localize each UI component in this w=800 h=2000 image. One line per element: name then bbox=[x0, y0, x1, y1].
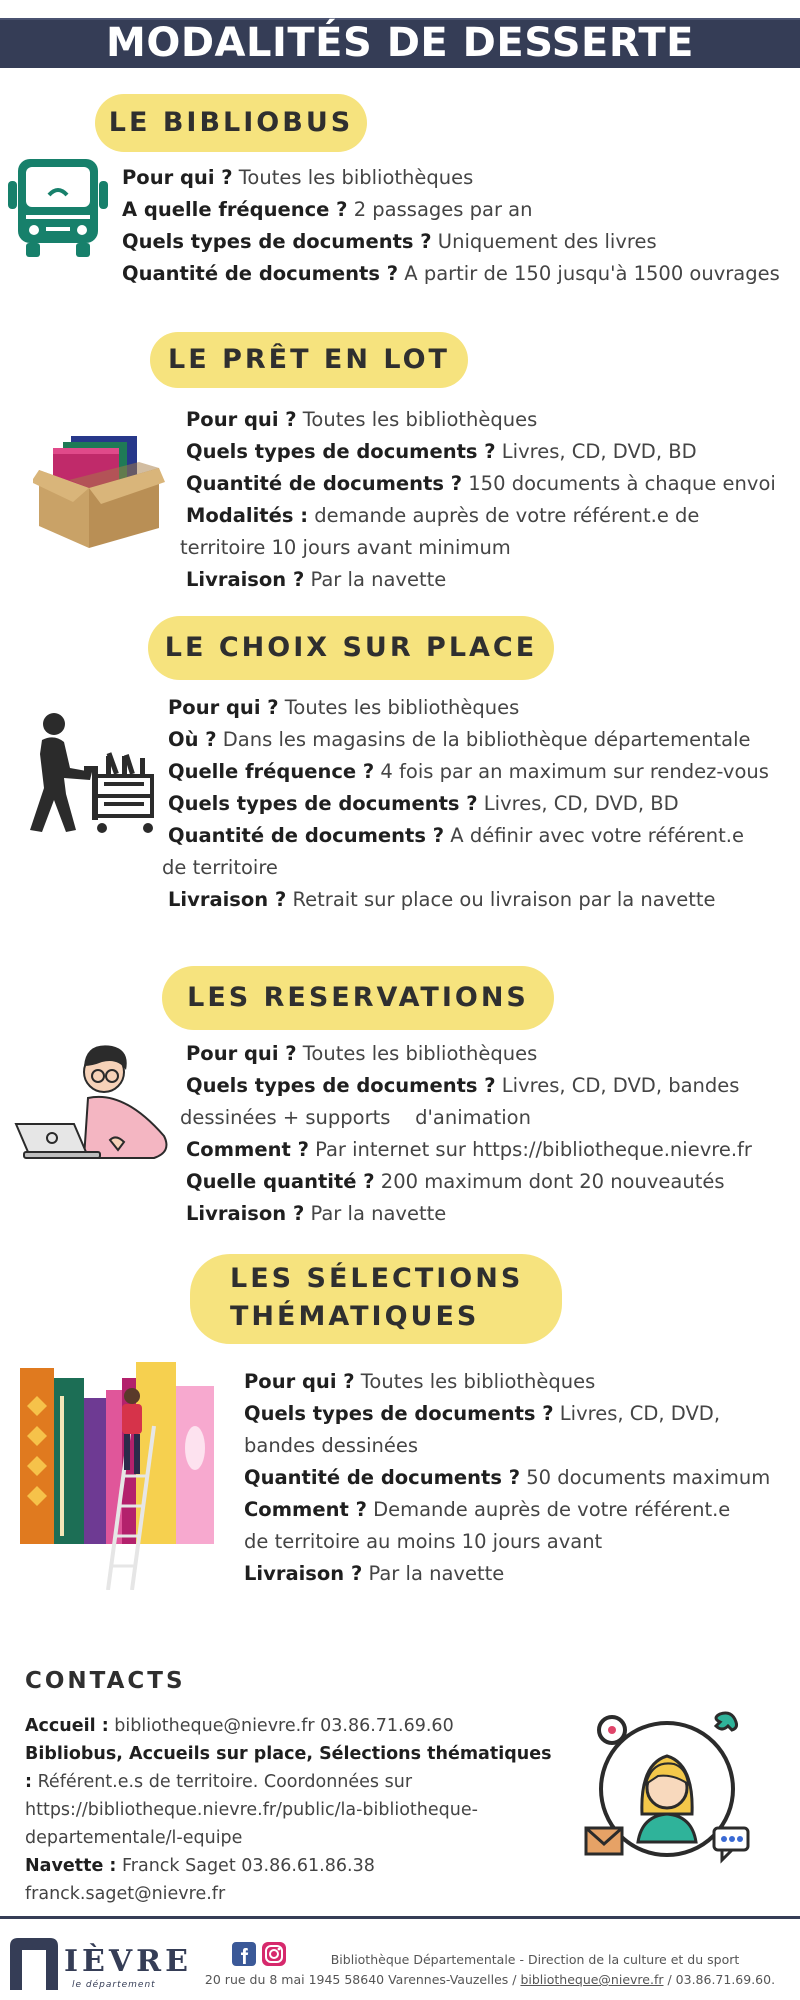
logo-subtext: le département bbox=[72, 1980, 156, 1990]
contact-line: https://bibliotheque.nievre.fr/public/la-bibliotheque- bbox=[25, 1800, 478, 1820]
detail-line: Quels types de documents ? Uniquement des livres bbox=[122, 230, 657, 253]
detail-line: Quelle fréquence ? 4 fois par an maximum sur rendez-vous bbox=[168, 760, 769, 783]
books-box-icon bbox=[33, 430, 165, 550]
footer-address-line2: 20 rue du 8 mai 1945 58640 Varennes-Vauzelles / bibliotheque@nievre.fr / 03.86.71.69.60. bbox=[204, 1972, 776, 1987]
contact-line: Accueil : bibliotheque@nievre.fr 03.86.71.69.60 bbox=[25, 1716, 454, 1736]
detail-line: bandes dessinées bbox=[244, 1434, 419, 1457]
detail-line: Pour qui ? Toutes les bibliothèques bbox=[186, 408, 538, 431]
choix-details bbox=[162, 696, 769, 920]
footer-address-line1: Bibliothèque Départementale - Direction de la culture et du sport bbox=[330, 1952, 740, 1967]
detail-line: Quantité de documents ? A définir avec votre référent.e bbox=[168, 824, 745, 847]
contact-line: : Référent.e.s de territoire. Coordonnées sur bbox=[25, 1772, 413, 1792]
detail-line: Quantité de documents ? 150 documents à chaque envoi bbox=[186, 472, 776, 495]
footer-divider bbox=[0, 1916, 800, 1919]
detail-line: territoire 10 jours avant minimum bbox=[180, 536, 511, 559]
detail-line: A quelle fréquence ? 2 passages par an bbox=[122, 198, 533, 221]
detail-line: Quelle quantité ? 200 maximum dont 20 nouveautés bbox=[186, 1170, 725, 1193]
section-title-choix: LE CHOIX SUR PLACE bbox=[148, 616, 554, 680]
contact-line: Navette : Franck Saget 03.86.61.86.38 bbox=[25, 1856, 375, 1876]
detail-line: Où ? Dans les magasins de la bibliothèque départementale bbox=[168, 728, 751, 751]
detail-line: Comment ? Demande auprès de votre référent.e bbox=[244, 1498, 731, 1521]
contact-support-icon bbox=[582, 1704, 752, 1874]
section-title-selections: LES SÉLECTIONS THÉMATIQUES bbox=[190, 1254, 562, 1344]
detail-line: Livraison ? Par la navette bbox=[244, 1562, 505, 1585]
detail-line: de territoire bbox=[162, 856, 278, 879]
pret-details bbox=[180, 408, 776, 600]
detail-line: Quels types de documents ? Livres, CD, DVD, BD bbox=[168, 792, 679, 815]
bus-icon bbox=[6, 155, 110, 261]
facebook-icon[interactable] bbox=[232, 1942, 256, 1966]
detail-line: Quantité de documents ? A partir de 150 jusqu'à 1500 ouvrages bbox=[122, 262, 780, 285]
detail-line: Quels types de documents ? Livres, CD, DVD, bbox=[244, 1402, 721, 1425]
detail-line: Livraison ? Par la navette bbox=[186, 1202, 447, 1225]
instagram-icon[interactable] bbox=[262, 1942, 286, 1966]
contacts-title: CONTACTS bbox=[25, 1668, 186, 1694]
contacts-details bbox=[25, 1716, 552, 1912]
section-title-pret: LE PRÊT EN LOT bbox=[150, 332, 468, 388]
contact-line: Bibliobus, Accueils sur place, Sélections thématiques bbox=[25, 1744, 552, 1764]
bookshelf-ladder-icon bbox=[20, 1356, 236, 1590]
contact-line: departementale/l-equipe bbox=[25, 1828, 243, 1848]
contact-line: franck.saget@nievre.fr bbox=[25, 1884, 226, 1904]
detail-line: Quels types de documents ? Livres, CD, DVD, BD bbox=[186, 440, 697, 463]
nievre-n-icon bbox=[6, 1936, 60, 1992]
detail-line: Livraison ? Par la navette bbox=[186, 568, 447, 591]
detail-line: Quantité de documents ? 50 documents maximum bbox=[244, 1466, 771, 1489]
section-title-bibliobus: LE BIBLIOBUS bbox=[95, 94, 367, 152]
person-laptop-icon bbox=[14, 1040, 174, 1164]
detail-line: Quels types de documents ? Livres, CD, DVD, bandes bbox=[186, 1074, 740, 1097]
nievre-logo bbox=[6, 1936, 192, 1992]
detail-line: dessinées + supports d'animation bbox=[180, 1106, 531, 1129]
bibliobus-details bbox=[122, 166, 780, 294]
detail-line: Pour qui ? Toutes les bibliothèques bbox=[244, 1370, 596, 1393]
detail-line: de territoire au moins 10 jours avant bbox=[244, 1530, 603, 1553]
detail-line: Modalités : demande auprès de votre référent.e de bbox=[186, 504, 700, 527]
detail-line: Pour qui ? Toutes les bibliothèques bbox=[168, 696, 520, 719]
logo-text: IÈVRE bbox=[64, 1944, 192, 1979]
selections-details bbox=[244, 1370, 770, 1594]
section-title-reservations: LES RESERVATIONS bbox=[162, 966, 554, 1030]
detail-line: Pour qui ? Toutes les bibliothèques bbox=[186, 1042, 538, 1065]
social-icons bbox=[232, 1942, 292, 1968]
detail-line: Comment ? Par internet sur https://bibliotheque.nievre.fr bbox=[186, 1138, 752, 1161]
detail-line: Pour qui ? Toutes les bibliothèques bbox=[122, 166, 474, 189]
reservations-details bbox=[180, 1042, 752, 1234]
page-title: MODALITÉS DE DESSERTE bbox=[106, 20, 694, 66]
detail-line: Livraison ? Retrait sur place ou livraison par la navette bbox=[168, 888, 716, 911]
trolley-person-icon bbox=[20, 710, 158, 836]
footer-email-link[interactable]: bibliotheque@nievre.fr bbox=[520, 1972, 664, 1987]
